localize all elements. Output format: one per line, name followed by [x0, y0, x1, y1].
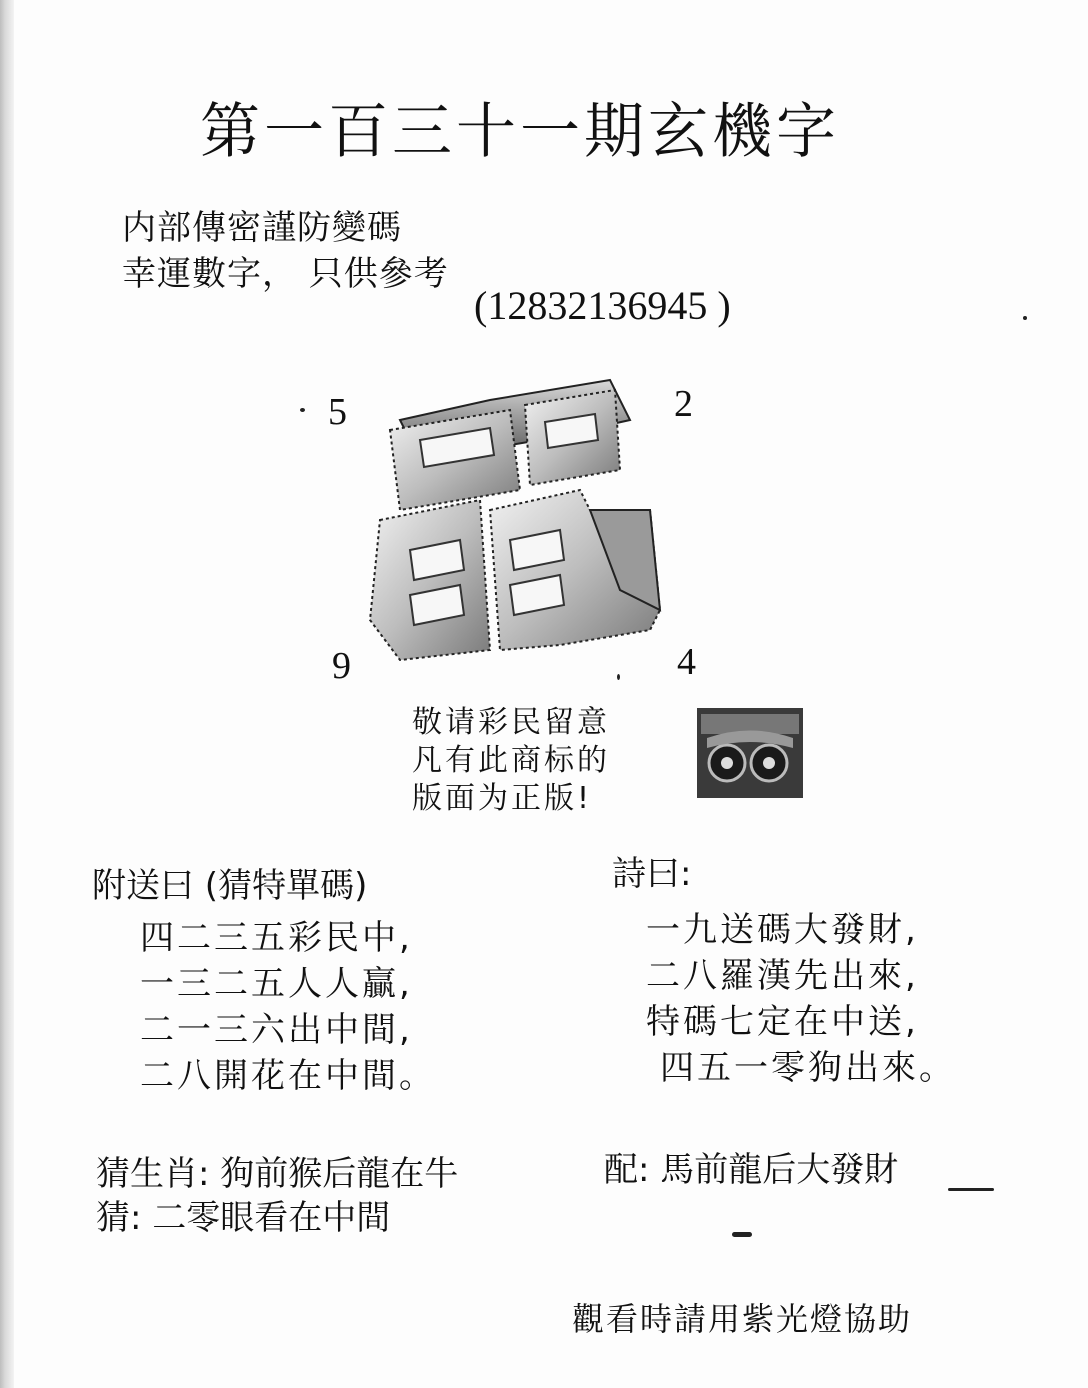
lucky-numbers: (12832136945 )	[474, 283, 731, 328]
scan-speck	[948, 1188, 994, 1191]
poem-section	[612, 846, 956, 1091]
notice-line-3: 版面为正版!	[412, 781, 593, 816]
scan-speck	[732, 1232, 752, 1237]
pair-line: 配: 馬前龍后大發財	[604, 1150, 899, 1190]
bonus-verse-line: 一三二五人人贏,	[140, 964, 413, 1004]
bonus-verse-line: 二八開花在中間。	[140, 1056, 436, 1096]
corner-number-top-right: 2	[674, 383, 693, 425]
corner-number-bottom-right: 4	[677, 641, 696, 683]
corner-number-top-left: 5	[328, 391, 347, 433]
scan-speck	[617, 674, 620, 680]
poem-line: 一九送碼大發財,	[646, 910, 919, 950]
poem-line: 二八羅漢先出來,	[646, 956, 919, 996]
page-title: 第一百三十一期玄機字	[200, 97, 840, 167]
bonus-heading: 附送曰 (猜特單碼)	[92, 866, 368, 906]
scan-edge-shadow	[0, 0, 14, 1388]
guess-line: 猜: 二零眼看在中間	[96, 1198, 391, 1238]
poem-line: 特碼七定在中送,	[646, 1002, 919, 1042]
guess-zodiac-line: 猜生肖: 狗前猴后龍在牛	[96, 1154, 459, 1194]
bonus-verse-line: 二一三六出中間,	[140, 1010, 413, 1050]
bonus-verse-line: 四二三五彩民中,	[140, 918, 413, 958]
footer-instruction: 觀看時請用紫光燈協助	[572, 1300, 913, 1338]
scan-speck	[1023, 316, 1027, 320]
notice-line-1: 敬请彩民留意	[412, 705, 610, 740]
notice-line-2: 凡有此商标的	[412, 743, 610, 778]
poem-line: 四五一零狗出來。	[660, 1048, 956, 1088]
emblem-3d-character	[360, 360, 672, 668]
intro-line-2: 幸運數字， 只供參考	[122, 254, 449, 294]
trademark-logo	[697, 708, 803, 798]
intro-line-1: 内部傳密謹防變碼	[122, 208, 402, 248]
authenticity-notice	[412, 704, 610, 818]
scan-speck	[300, 408, 305, 412]
corner-number-bottom-left: 9	[332, 645, 351, 687]
bonus-verse-section	[92, 858, 436, 1099]
poem-heading: 詩曰:	[612, 854, 692, 894]
